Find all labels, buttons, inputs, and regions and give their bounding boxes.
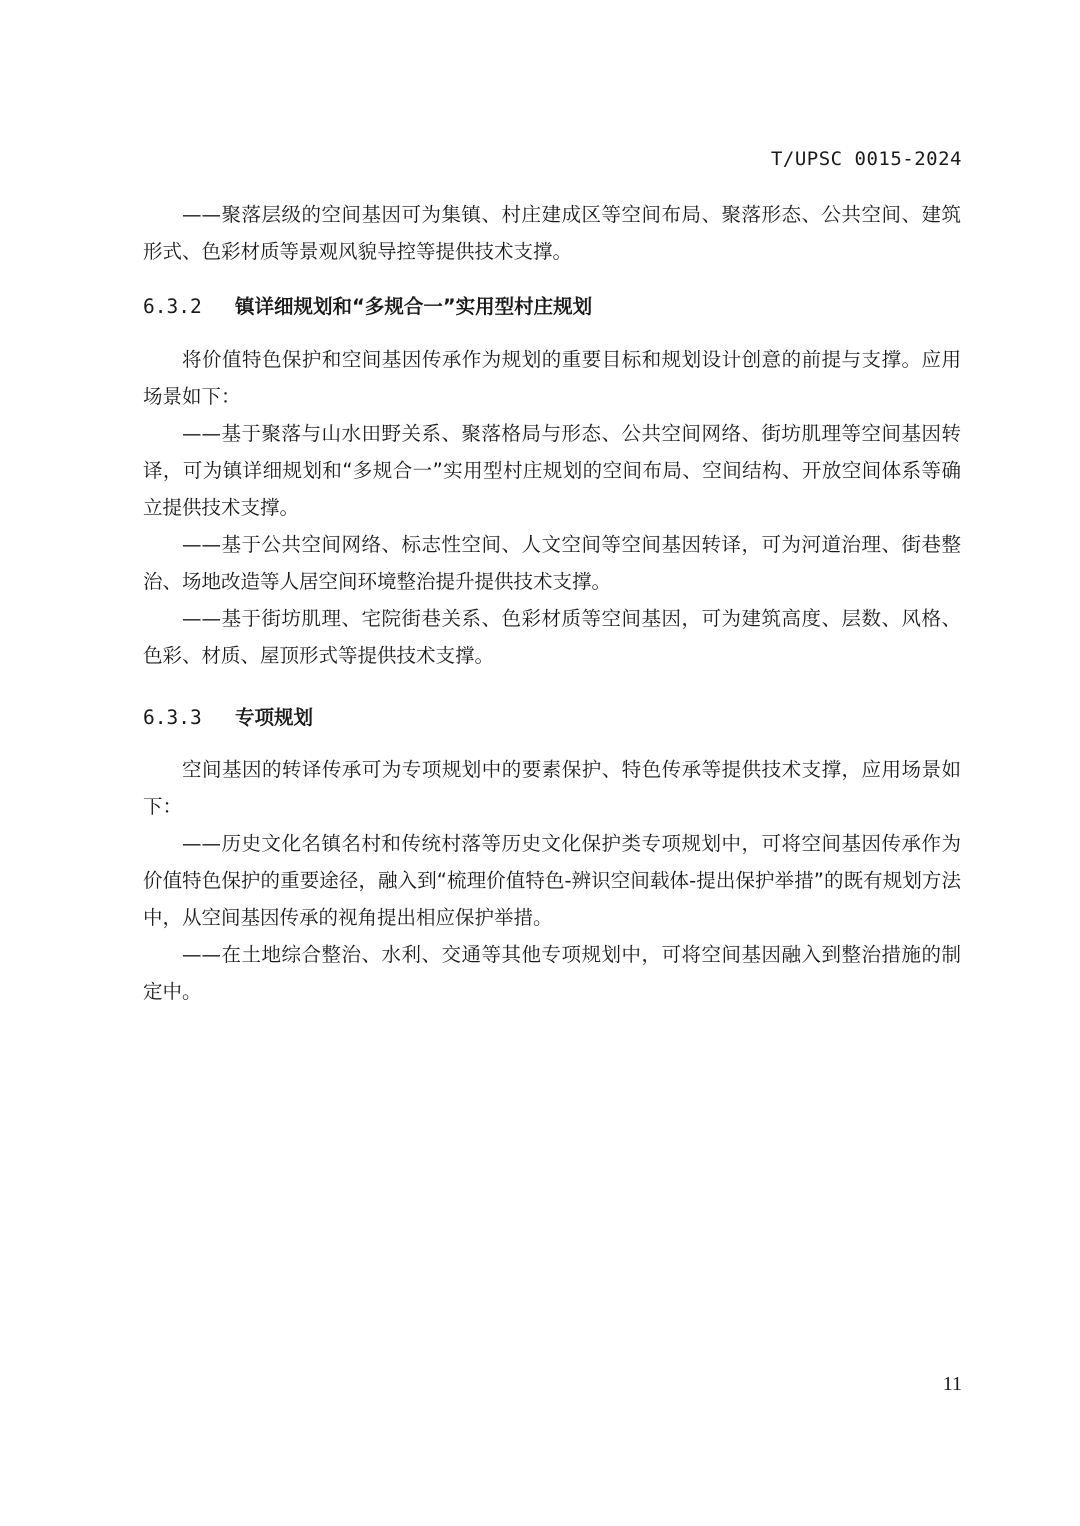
- section-number: 6.3.3: [143, 706, 202, 729]
- page-number: 11: [942, 1373, 962, 1395]
- paragraph: ——聚落层级的空间基因可为集镇、村庄建成区等空间布局、聚落形态、公共空间、建筑形式、色彩材质等景观风貌导控等提供技术支撑。: [143, 203, 961, 263]
- paragraph: 空间基因的转译传承可为专项规划中的要素保护、特色传承等提供技术支撑，应用场景如下：: [143, 758, 961, 818]
- section-block-2: [143, 751, 961, 1010]
- section-heading-6-3-3: [143, 702, 313, 730]
- paragraph: ——基于街坊肌理、宅院街巷关系、色彩材质等空间基因，可为建筑高度、层数、风格、色彩、材质、屋顶形式等提供技术支撑。: [143, 607, 961, 667]
- section-number: 6.3.2: [143, 295, 202, 318]
- paragraph: 将价值特色保护和空间基因传承作为规划的重要目标和规划设计创意的前提与支撑。应用场景如下：: [143, 348, 961, 408]
- paragraph: ——在土地综合整治、水利、交通等其他专项规划中，可将空间基因融入到整治措施的制定中。: [143, 943, 961, 1003]
- paragraph: ——基于公共空间网络、标志性空间、人文空间等空间基因转译，可为河道治理、街巷整治、场地改造等人居空间环境整治提升提供技术支撑。: [143, 533, 961, 593]
- section-title: 镇详细规划和“多规合一”实用型村庄规划: [235, 295, 593, 318]
- section-title: 专项规划: [235, 706, 314, 729]
- section-block-1: [143, 341, 961, 674]
- paragraph: ——历史文化名镇名村和传统村落等历史文化保护类专项规划中，可将空间基因传承作为价值特色保护的重要途径，融入到“梳理价值特色-辨识空间载体-提出保护举措”的既有规划方法中，从空间基因传承的视角提出相应保护举措。: [143, 832, 961, 929]
- section-block-0: [143, 196, 961, 270]
- document-code: T/UPSC 0015-2024: [770, 148, 962, 170]
- section-heading-6-3-2: [143, 291, 592, 319]
- paragraph: ——基于聚落与山水田野关系、聚落格局与形态、公共空间网络、街坊肌理等空间基因转译，可为镇详细规划和“多规合一”实用型村庄规划的空间布局、空间结构、开放空间体系等确立提供技术支撑。: [143, 422, 961, 519]
